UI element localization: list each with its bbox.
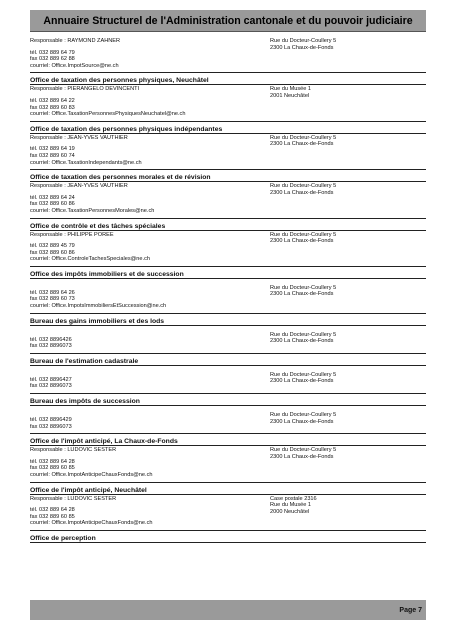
contact-line: courriel: Office.TaxationPersonnesMorales@ne.ch <box>30 207 155 214</box>
office-title: Office de l'impôt anticipé, La Chaux-de-Fonds <box>30 437 426 446</box>
responsable-line: Responsable : JEAN-YVES VAUTHIER <box>30 134 128 141</box>
address-line: Rue du Docteur-Coullery 5 <box>270 231 337 238</box>
contact-line: courriel: Office.ImpotAnticipeChauxFonds@ne.ch <box>30 472 153 478</box>
entry-address <box>270 327 426 350</box>
office-title: Bureau de l'estimation cadastrale <box>30 357 426 366</box>
entry-address <box>270 38 426 69</box>
entry-details <box>30 232 270 263</box>
office-title: Office de contrôle et des tâches spéciales <box>30 222 426 231</box>
entry-details <box>30 367 270 390</box>
entry-row <box>30 447 426 478</box>
address-line: Rue du Docteur-Coullery 5 <box>270 447 337 454</box>
directory-entry <box>30 397 426 434</box>
contact-line: tél. 032 889 45 79 <box>30 243 75 250</box>
contact-line: fax 032 889 62 88 <box>30 56 75 63</box>
address-line: Rue du Docteur-Coullery 5 <box>270 331 337 338</box>
entry-details <box>30 447 270 478</box>
entry-address <box>270 407 426 430</box>
responsable-line: Responsable : PHILIPPE POREE <box>30 231 114 238</box>
responsable-line: Responsable : LUDOVIC SESTER <box>30 495 117 502</box>
address-line: Rue du Docteur-Coullery 5 <box>270 284 337 291</box>
entry-address <box>270 135 426 166</box>
contact-line: tél. 032 8896429 <box>30 417 72 424</box>
contact-line: tél. 032 889 64 24 <box>30 194 75 201</box>
directory-entry <box>30 357 426 394</box>
office-title: Office de taxation des personnes physiques, Neuchâtel <box>30 76 426 85</box>
directory-entry <box>30 486 426 531</box>
responsable-line: Responsable : LUDOVIC SESTER <box>30 447 117 454</box>
contact-line: fax 032 8896073 <box>30 423 72 430</box>
entry-details <box>30 407 270 430</box>
address-line: 2300 La Chaux-de-Fonds <box>270 291 334 298</box>
office-title: Office des impôts immobiliers et de succession <box>30 270 426 279</box>
address-line: 2300 La Chaux-de-Fonds <box>270 453 334 460</box>
page-header <box>30 10 426 32</box>
address-line: Rue du Docteur-Coullery 5 <box>270 38 337 44</box>
contact-line: fax 032 889 60 85 <box>30 513 75 520</box>
entry-row <box>30 232 426 263</box>
entry-address <box>270 86 426 117</box>
address-line: 2000 Neuchâtel <box>270 508 310 515</box>
directory-entry <box>30 173 426 218</box>
contact-line: courriel: Office.ImpotAnticipeChauxFonds@ne.ch <box>30 520 153 527</box>
address-line: 2300 La Chaux-de-Fonds <box>270 44 334 51</box>
contact-line: courriel: Office.ImpotsImmobiliersEtSuccession@ne.ch <box>30 303 167 310</box>
entry-address <box>270 447 426 478</box>
address-line: 2300 La Chaux-de-Fonds <box>270 238 334 245</box>
contact-line: tél. 032 889 64 19 <box>30 146 75 153</box>
entry-row <box>30 183 426 214</box>
entry-details <box>30 280 270 310</box>
office-title: Office de taxation des personnes morales et de révision <box>30 173 426 182</box>
contact-line: courriel: Office.ImpotSource@ne.ch <box>30 62 119 69</box>
directory-entry <box>30 125 426 170</box>
contact-line: fax 032 889 60 73 <box>30 296 75 303</box>
contact-line: fax 032 889 60 86 <box>30 201 75 208</box>
contact-line: tél. 032 889 64 28 <box>30 458 75 465</box>
contact-line: fax 032 889 60 74 <box>30 152 75 159</box>
address-line: Rue du Musée 1 <box>270 502 312 509</box>
directory-entry <box>30 76 426 121</box>
entry-address <box>270 280 426 310</box>
entry-address <box>270 367 426 390</box>
responsable-line: Responsable : PIERANGELO DEVINCENTI <box>30 86 140 93</box>
contact-line: tél. 032 889 64 22 <box>30 97 75 104</box>
contact-line: fax 032 889 60 85 <box>30 465 75 472</box>
contact-line: courriel: Office.TaxationIndependants@ne.ch <box>30 159 142 166</box>
page-footer <box>30 600 426 620</box>
responsable-line: Responsable : JEAN-YVES VAUTHIER <box>30 183 128 190</box>
directory-entry <box>30 437 426 482</box>
office-title: Bureau des gains immobiliers et des lods <box>30 317 426 326</box>
entry-address <box>270 232 426 263</box>
contact-line: fax 032 889 60 86 <box>30 249 75 256</box>
address-line: Rue du Docteur-Coullery 5 <box>270 134 337 141</box>
contact-line: courriel: Office.TaxationPersonnesPhysiquesNeuchatel@ne.ch <box>30 111 186 118</box>
entry-details <box>30 135 270 166</box>
entry-row <box>30 327 426 350</box>
address-line: Rue du Docteur-Coullery 5 <box>270 183 337 190</box>
office-title: Office de perception <box>30 534 426 543</box>
entry-row <box>30 86 426 117</box>
entry-details <box>30 38 270 69</box>
entry-details <box>30 86 270 117</box>
contact-line: courriel: Office.ControleTachesSpeciales@ne.ch <box>30 256 150 263</box>
address-line: 2300 La Chaux-de-Fonds <box>270 338 334 345</box>
contact-line: tél. 032 889 64 28 <box>30 507 75 514</box>
contact-line: tél. 032 8896426 <box>30 336 72 343</box>
entry-address <box>270 183 426 214</box>
entry-details <box>30 183 270 214</box>
contact-line: tél. 032 8896427 <box>30 376 72 383</box>
directory-entry <box>30 317 426 354</box>
office-title: Office de taxation des personnes physiques indépendantes <box>30 125 426 134</box>
address-line: Rue du Docteur-Coullery 5 <box>270 412 337 419</box>
page-number: Page 7 <box>399 606 422 614</box>
entry-details <box>30 496 270 527</box>
entry-row <box>30 38 426 69</box>
entry-row <box>30 367 426 390</box>
directory-list <box>30 38 426 550</box>
address-line: 2300 La Chaux-de-Fonds <box>270 189 334 196</box>
entry-row <box>30 496 426 527</box>
page-header-title: Annuaire Structurel de l'Administration cantonale et du pouvoir judiciaire <box>43 14 413 27</box>
contact-line: fax 032 8896073 <box>30 383 72 390</box>
directory-entry <box>30 270 426 314</box>
contact-line: fax 032 889 60 83 <box>30 104 75 111</box>
contact-line: tél. 032 889 64 79 <box>30 49 75 56</box>
directory-entry <box>30 222 426 267</box>
address-line: 2001 Neuchâtel <box>270 92 310 99</box>
contact-line: tél. 032 889 64 26 <box>30 289 75 296</box>
entry-row <box>30 280 426 310</box>
contact-line: fax 032 8896073 <box>30 343 72 350</box>
office-title: Bureau des impôts de succession <box>30 397 426 406</box>
address-line: 2300 La Chaux-de-Fonds <box>270 141 334 148</box>
office-title: Office de l'impôt anticipé, Neuchâtel <box>30 486 426 495</box>
responsable-line: Responsable : RAYMOND ZAHNER <box>30 38 121 44</box>
address-line: 2300 La Chaux-de-Fonds <box>270 378 334 385</box>
entry-row <box>30 135 426 166</box>
directory-entry <box>30 534 426 547</box>
address-line: Rue du Musée 1 <box>270 86 312 93</box>
entry-details <box>30 327 270 350</box>
address-line: Case postale 2316 <box>270 495 317 502</box>
entry-row <box>30 407 426 430</box>
address-line: 2300 La Chaux-de-Fonds <box>270 418 334 425</box>
address-line: Rue du Docteur-Coullery 5 <box>270 371 337 378</box>
directory-entry <box>30 38 426 73</box>
entry-address <box>270 496 426 527</box>
